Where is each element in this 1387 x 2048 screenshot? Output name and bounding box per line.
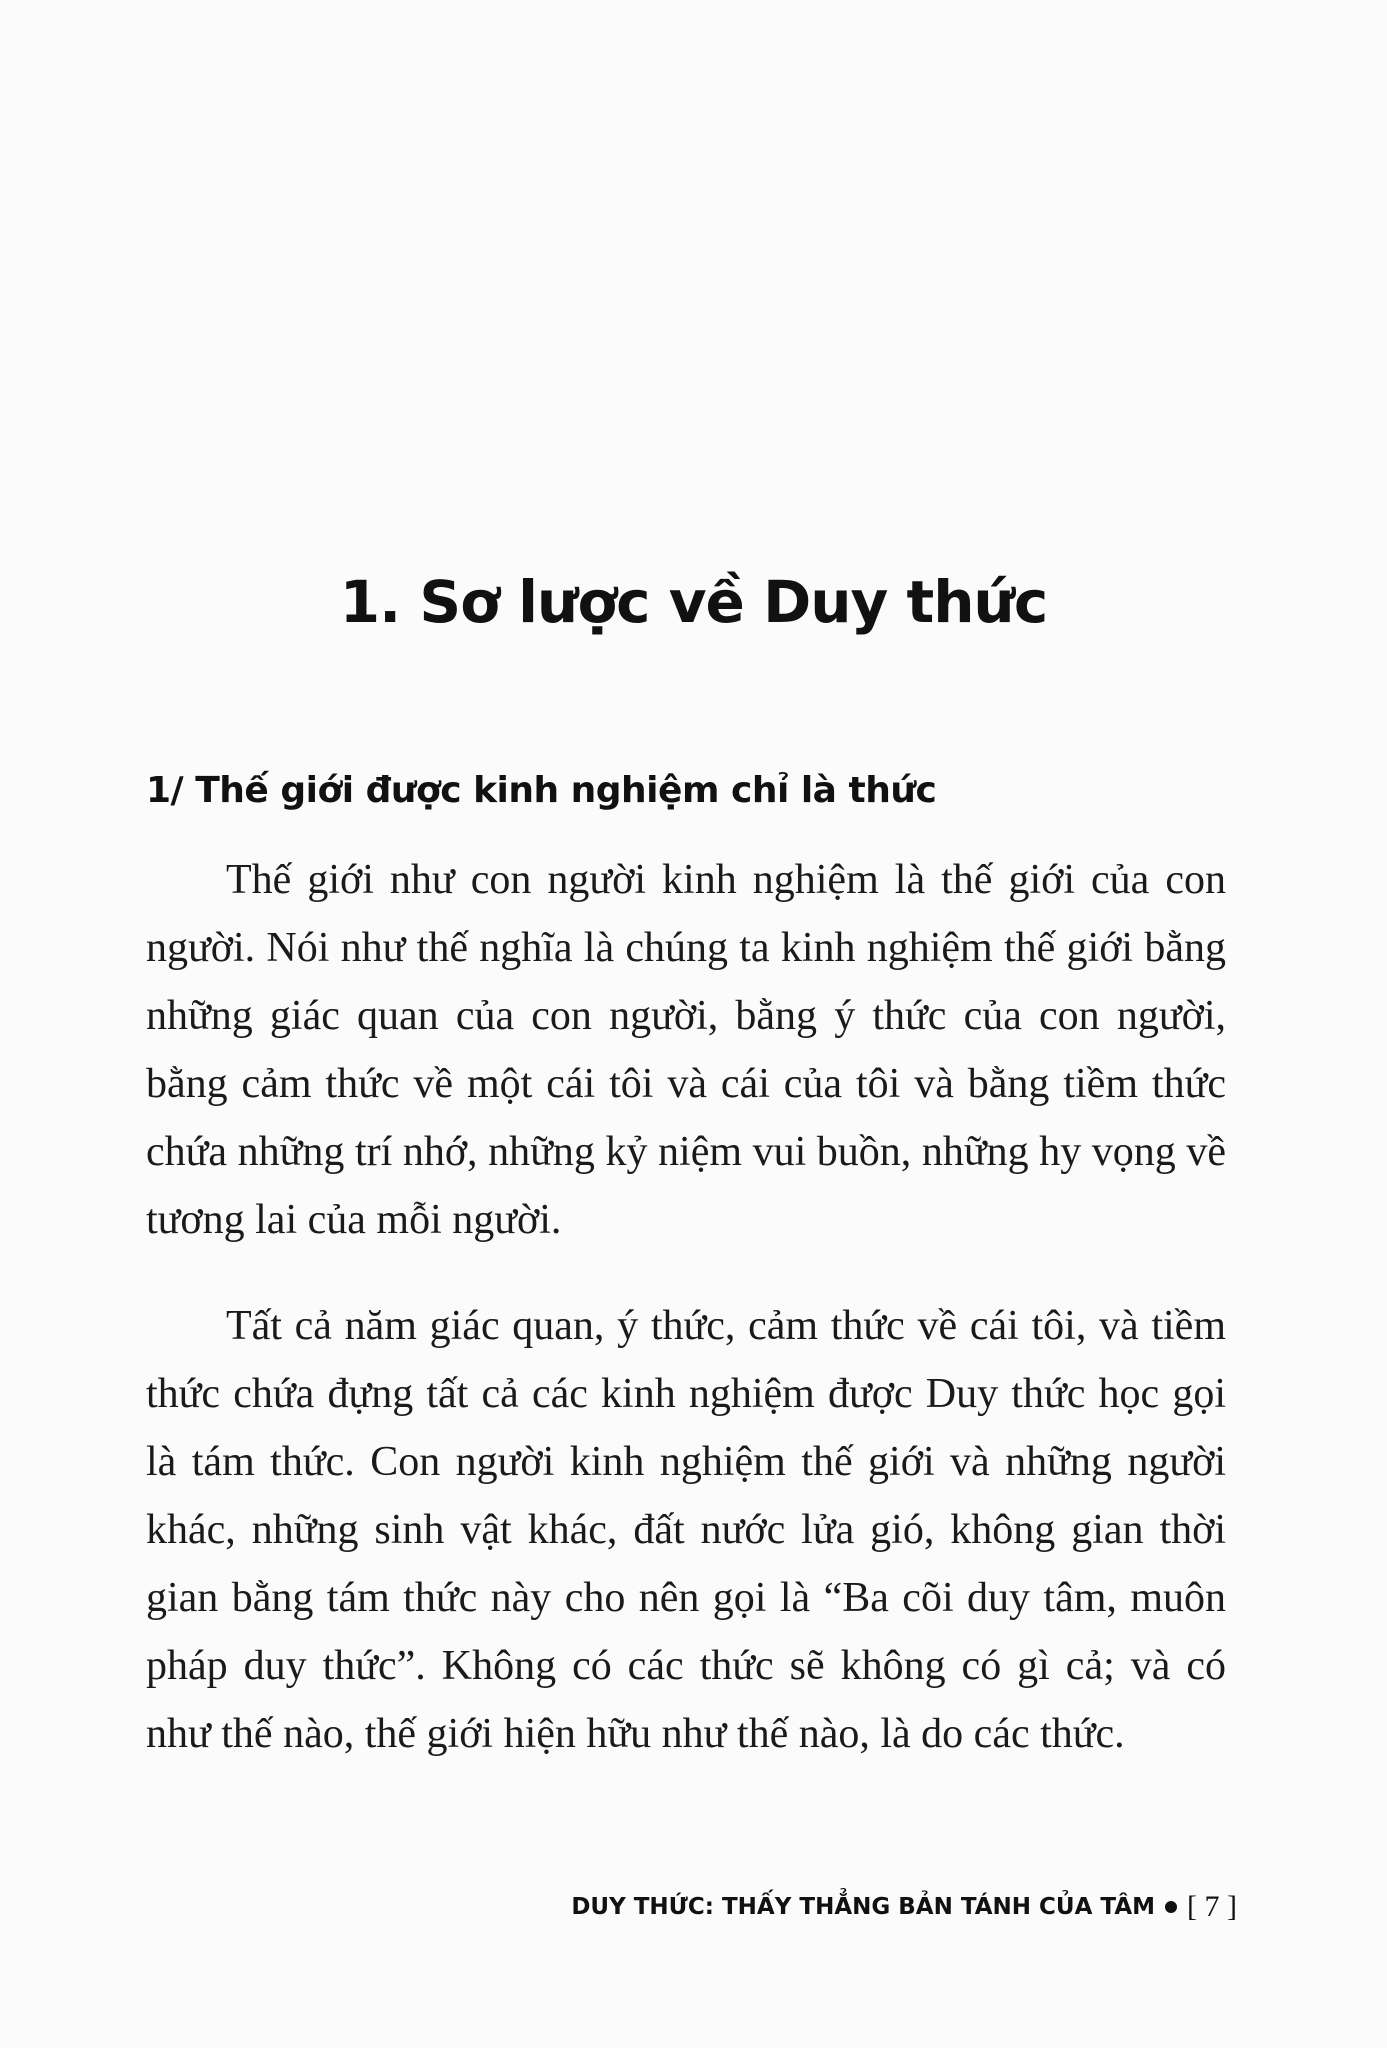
paragraph-1: Thế giới như con người kinh nghiệm là thế giới của con người. Nói như thế nghĩa là chúng ta kinh nghiệm thế giới bằng những giác quan của con người, bằng ý thức của con người, bằng cảm thức về một cái tôi và cái của tôi và bằng tiềm thức chứa những trí nhớ, những kỷ niệm vui buồn, những hy vọng về tương lai của mỗi người.: [146, 857, 1226, 1243]
page-number: [ 7 ]: [1187, 1890, 1237, 1923]
section-heading: 1/ Thế giới được kinh nghiệm chỉ là thức: [146, 770, 937, 811]
bullet-icon: [1165, 1901, 1177, 1913]
page-footer: [571, 1890, 1237, 1924]
chapter-title: 1. Sơ lược về Duy thức: [339, 568, 1048, 636]
running-title: DUY THỨC: THẤY THẲNG BẢN TÁNH CỦA TÂM: [571, 1894, 1156, 1920]
paragraph-2: Tất cả năm giác quan, ý thức, cảm thức về cái tôi, và tiềm thức chứa đựng tất cả các kinh nghiệm được Duy thức học gọi là tám thức. Con người kinh nghiệm thế giới và những người khác, những sinh vật khác, đất nước lửa gió, không gian thời gian bằng tám thức này cho nên gọi là “Ba cõi duy tâm, muôn pháp duy thức”. Không có các thức sẽ không có gì cả; và có như thế nào, thế giới hiện hữu như thế nào, là do các thức.: [146, 1303, 1226, 1757]
